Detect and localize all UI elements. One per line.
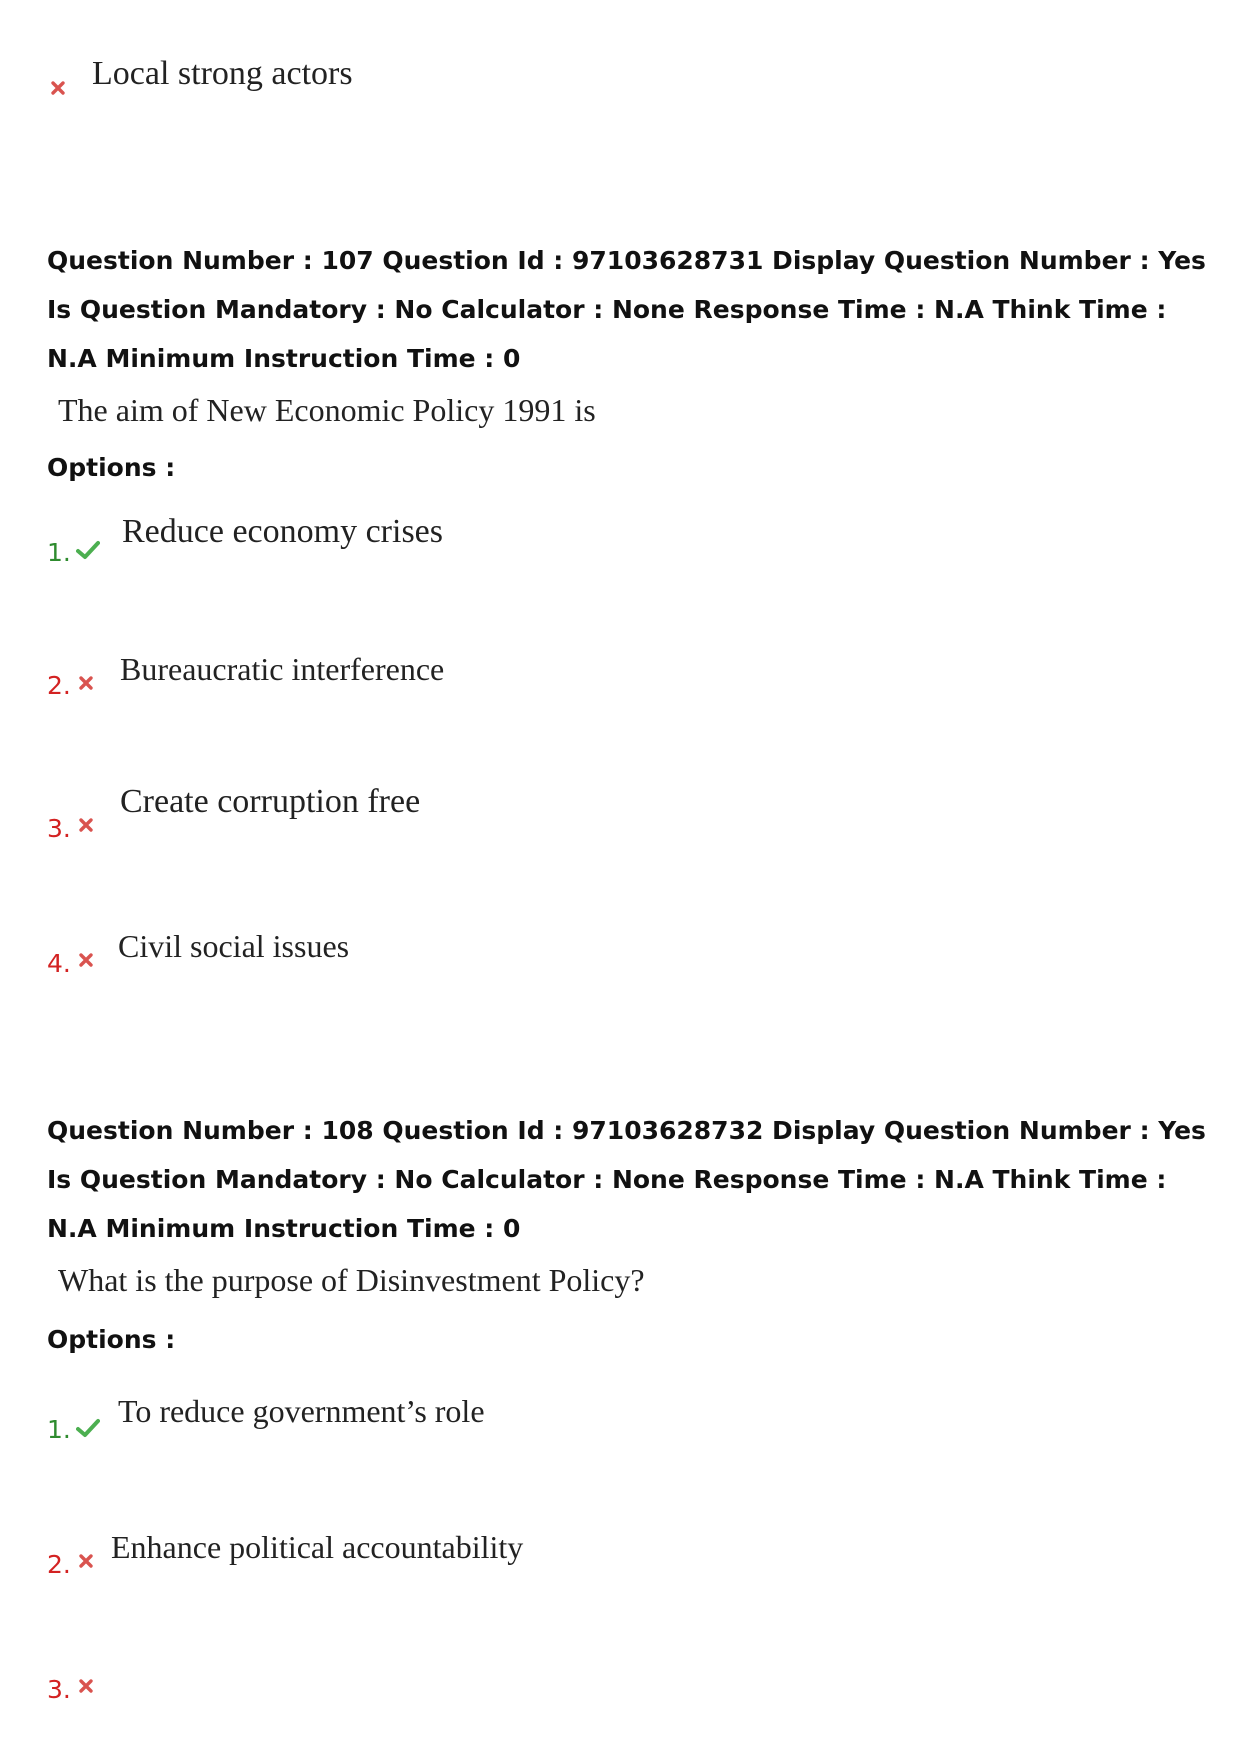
option-number: 1.: [47, 538, 71, 567]
option-number: 3.: [47, 1675, 71, 1704]
option-number: 2.: [47, 671, 71, 700]
option-text: Reduce economy crises: [122, 513, 443, 550]
cross-icon: [78, 675, 94, 691]
question-meta: Question Number : 107 Question Id : 97103628731 Display Question Number : Yes Is Question Mandatory : No Calculator : None Response Time : N.A Think Time : N.A Minimum Instruction Time : 0: [47, 246, 1206, 373]
option-text: Bureaucratic interference: [120, 651, 445, 687]
question-text: What is the purpose of Disinvestment Policy?: [58, 1262, 645, 1298]
option-number: 4.: [47, 949, 71, 978]
cross-icon: [78, 817, 94, 833]
options-label: Options :: [47, 1325, 176, 1354]
option-number: 2.: [47, 1550, 71, 1579]
option-text: Create corruption free: [120, 783, 421, 820]
option-text: To reduce government’s role: [118, 1393, 485, 1429]
check-icon: [76, 540, 100, 560]
cross-icon: [78, 952, 94, 968]
option-number: 3.: [47, 814, 71, 843]
option-text: Enhance political accountability: [111, 1529, 524, 1565]
question-meta: Question Number : 108 Question Id : 97103628732 Display Question Number : Yes Is Question Mandatory : No Calculator : None Response Time : N.A Think Time : N.A Minimum Instruction Time : 0: [47, 1116, 1206, 1243]
option-text: Civil social issues: [118, 928, 350, 964]
question-text: The aim of New Economic Policy 1991 is: [58, 392, 596, 428]
cross-icon: [78, 1553, 94, 1569]
option-text: Local strong actors: [92, 55, 353, 92]
check-icon: [76, 1418, 100, 1438]
cross-icon: [50, 80, 66, 96]
option-number: 1.: [47, 1415, 71, 1444]
cross-icon: [78, 1678, 94, 1694]
options-label: Options :: [47, 453, 176, 482]
